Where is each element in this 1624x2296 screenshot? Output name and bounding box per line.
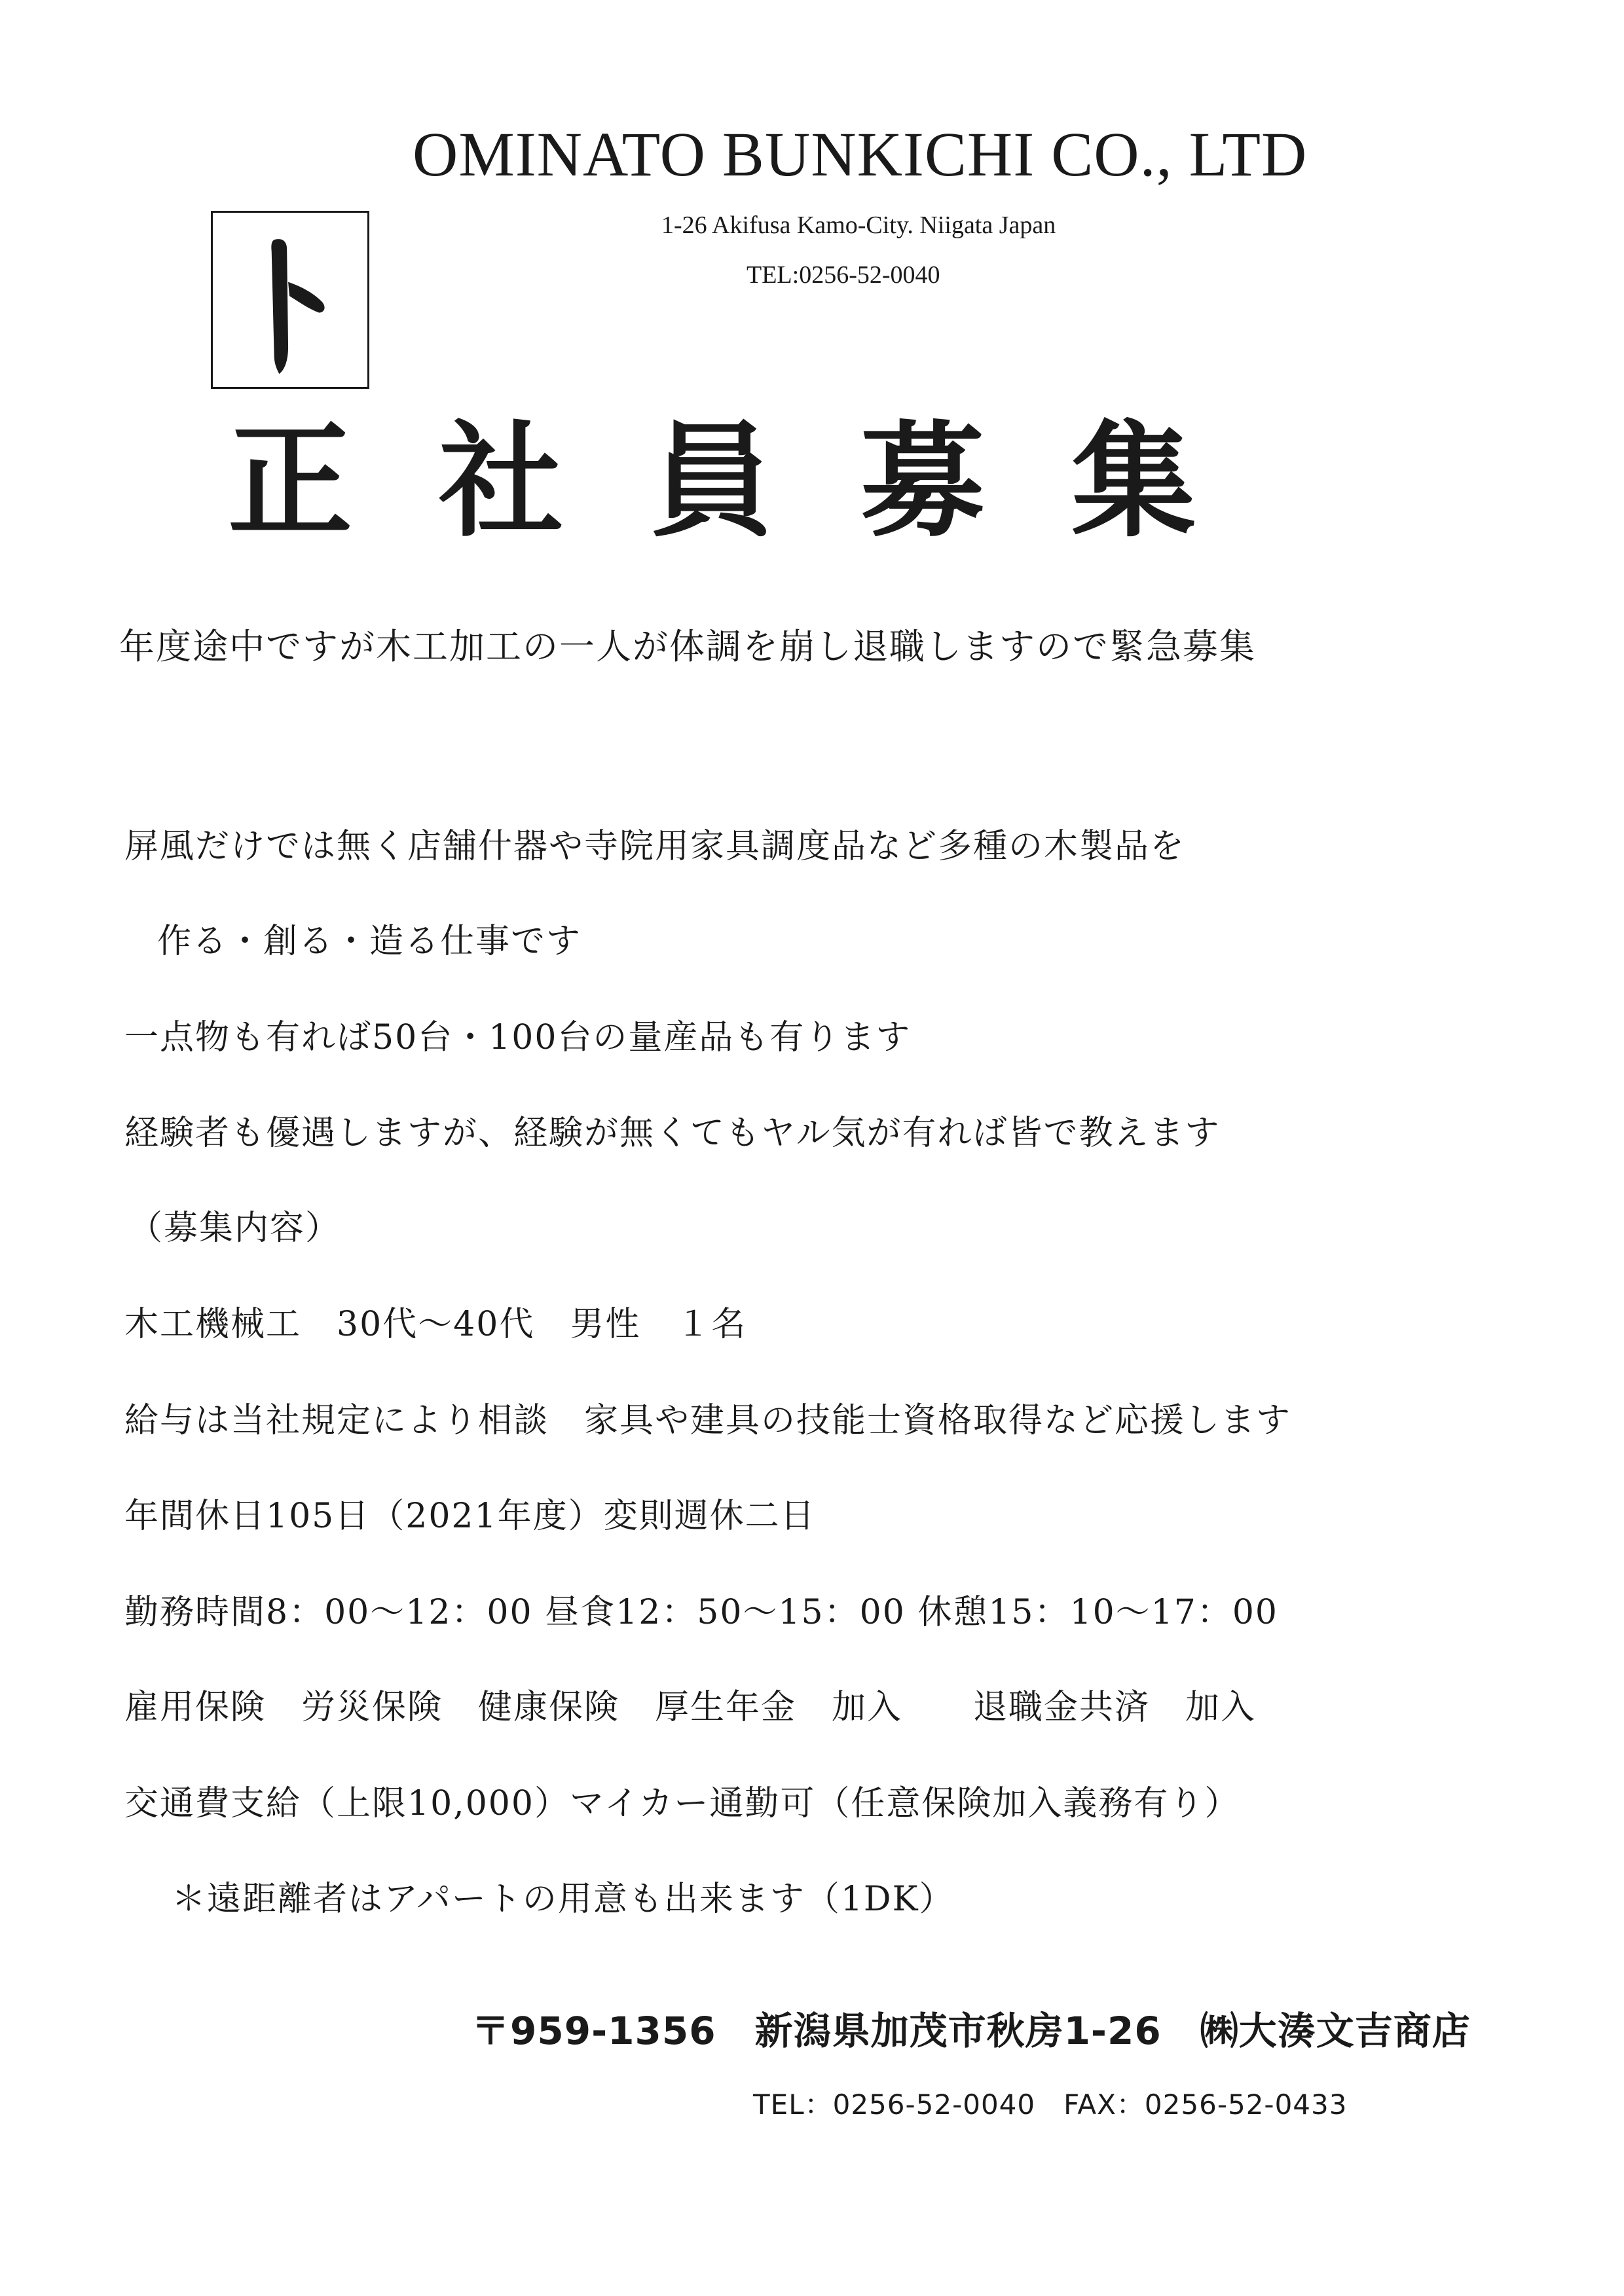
body-line-6: 木工機械工 30代～40代 男性 １名 [124,1305,747,1344]
footer-contact: TEL：0256-52-0040 FAX：0256-52-0433 [753,2088,1348,2121]
body-line-7: 給与は当社規定により相談 家具や建具の技能士資格取得など応援します [124,1401,1292,1440]
footer-address: 〒959-1356 新潟県加茂市秋房1-26 ㈱大湊文吉商店 [471,2009,1471,2053]
body-line-8: 年間休日105日（2021年度）変則週休二日 [124,1497,816,1536]
body-line-11: 交通費支給（上限10,000）マイカー通勤可（任意保険加入義務有り） [124,1784,1240,1823]
body-line-9: 勤務時間8：00～12：00 昼食12：50～15：00 休憩15：10～17：00 [124,1593,1278,1632]
body-line-2: 作る・創る・造る仕事です [157,922,582,961]
subtitle: 年度途中ですが木工加工の一人が体調を崩し退職しますので緊急募集 [119,626,1256,667]
body-line-12: ＊遠距離者はアパートの用意も出来ます（1DK） [172,1880,955,1919]
body-line-10: 雇用保険 労災保険 健康保険 厚生年金 加入 退職金共済 加入 [124,1688,1257,1727]
kanji-to-logo-icon [211,211,369,389]
company-tel: TEL:0256-52-0040 [747,261,940,289]
page-title: 正社員募集 [228,408,1283,554]
section-heading: （募集内容） [128,1209,341,1248]
company-address: 1-26 Akifusa Kamo-City. Niigata Japan [661,211,1056,239]
body-line-1: 屏風だけでは無く店舗什器や寺院用家具調度品など多種の木製品を [124,827,1186,866]
body-line-4: 経験者も優遇しますが、経験が無くてもヤル気が有れば皆で教えます [124,1114,1221,1153]
body-line-3: 一点物も有れば50台・100台の量産品も有ります [124,1018,912,1057]
company-name: OMINATO BUNKICHI CO., LTD [413,119,1308,189]
